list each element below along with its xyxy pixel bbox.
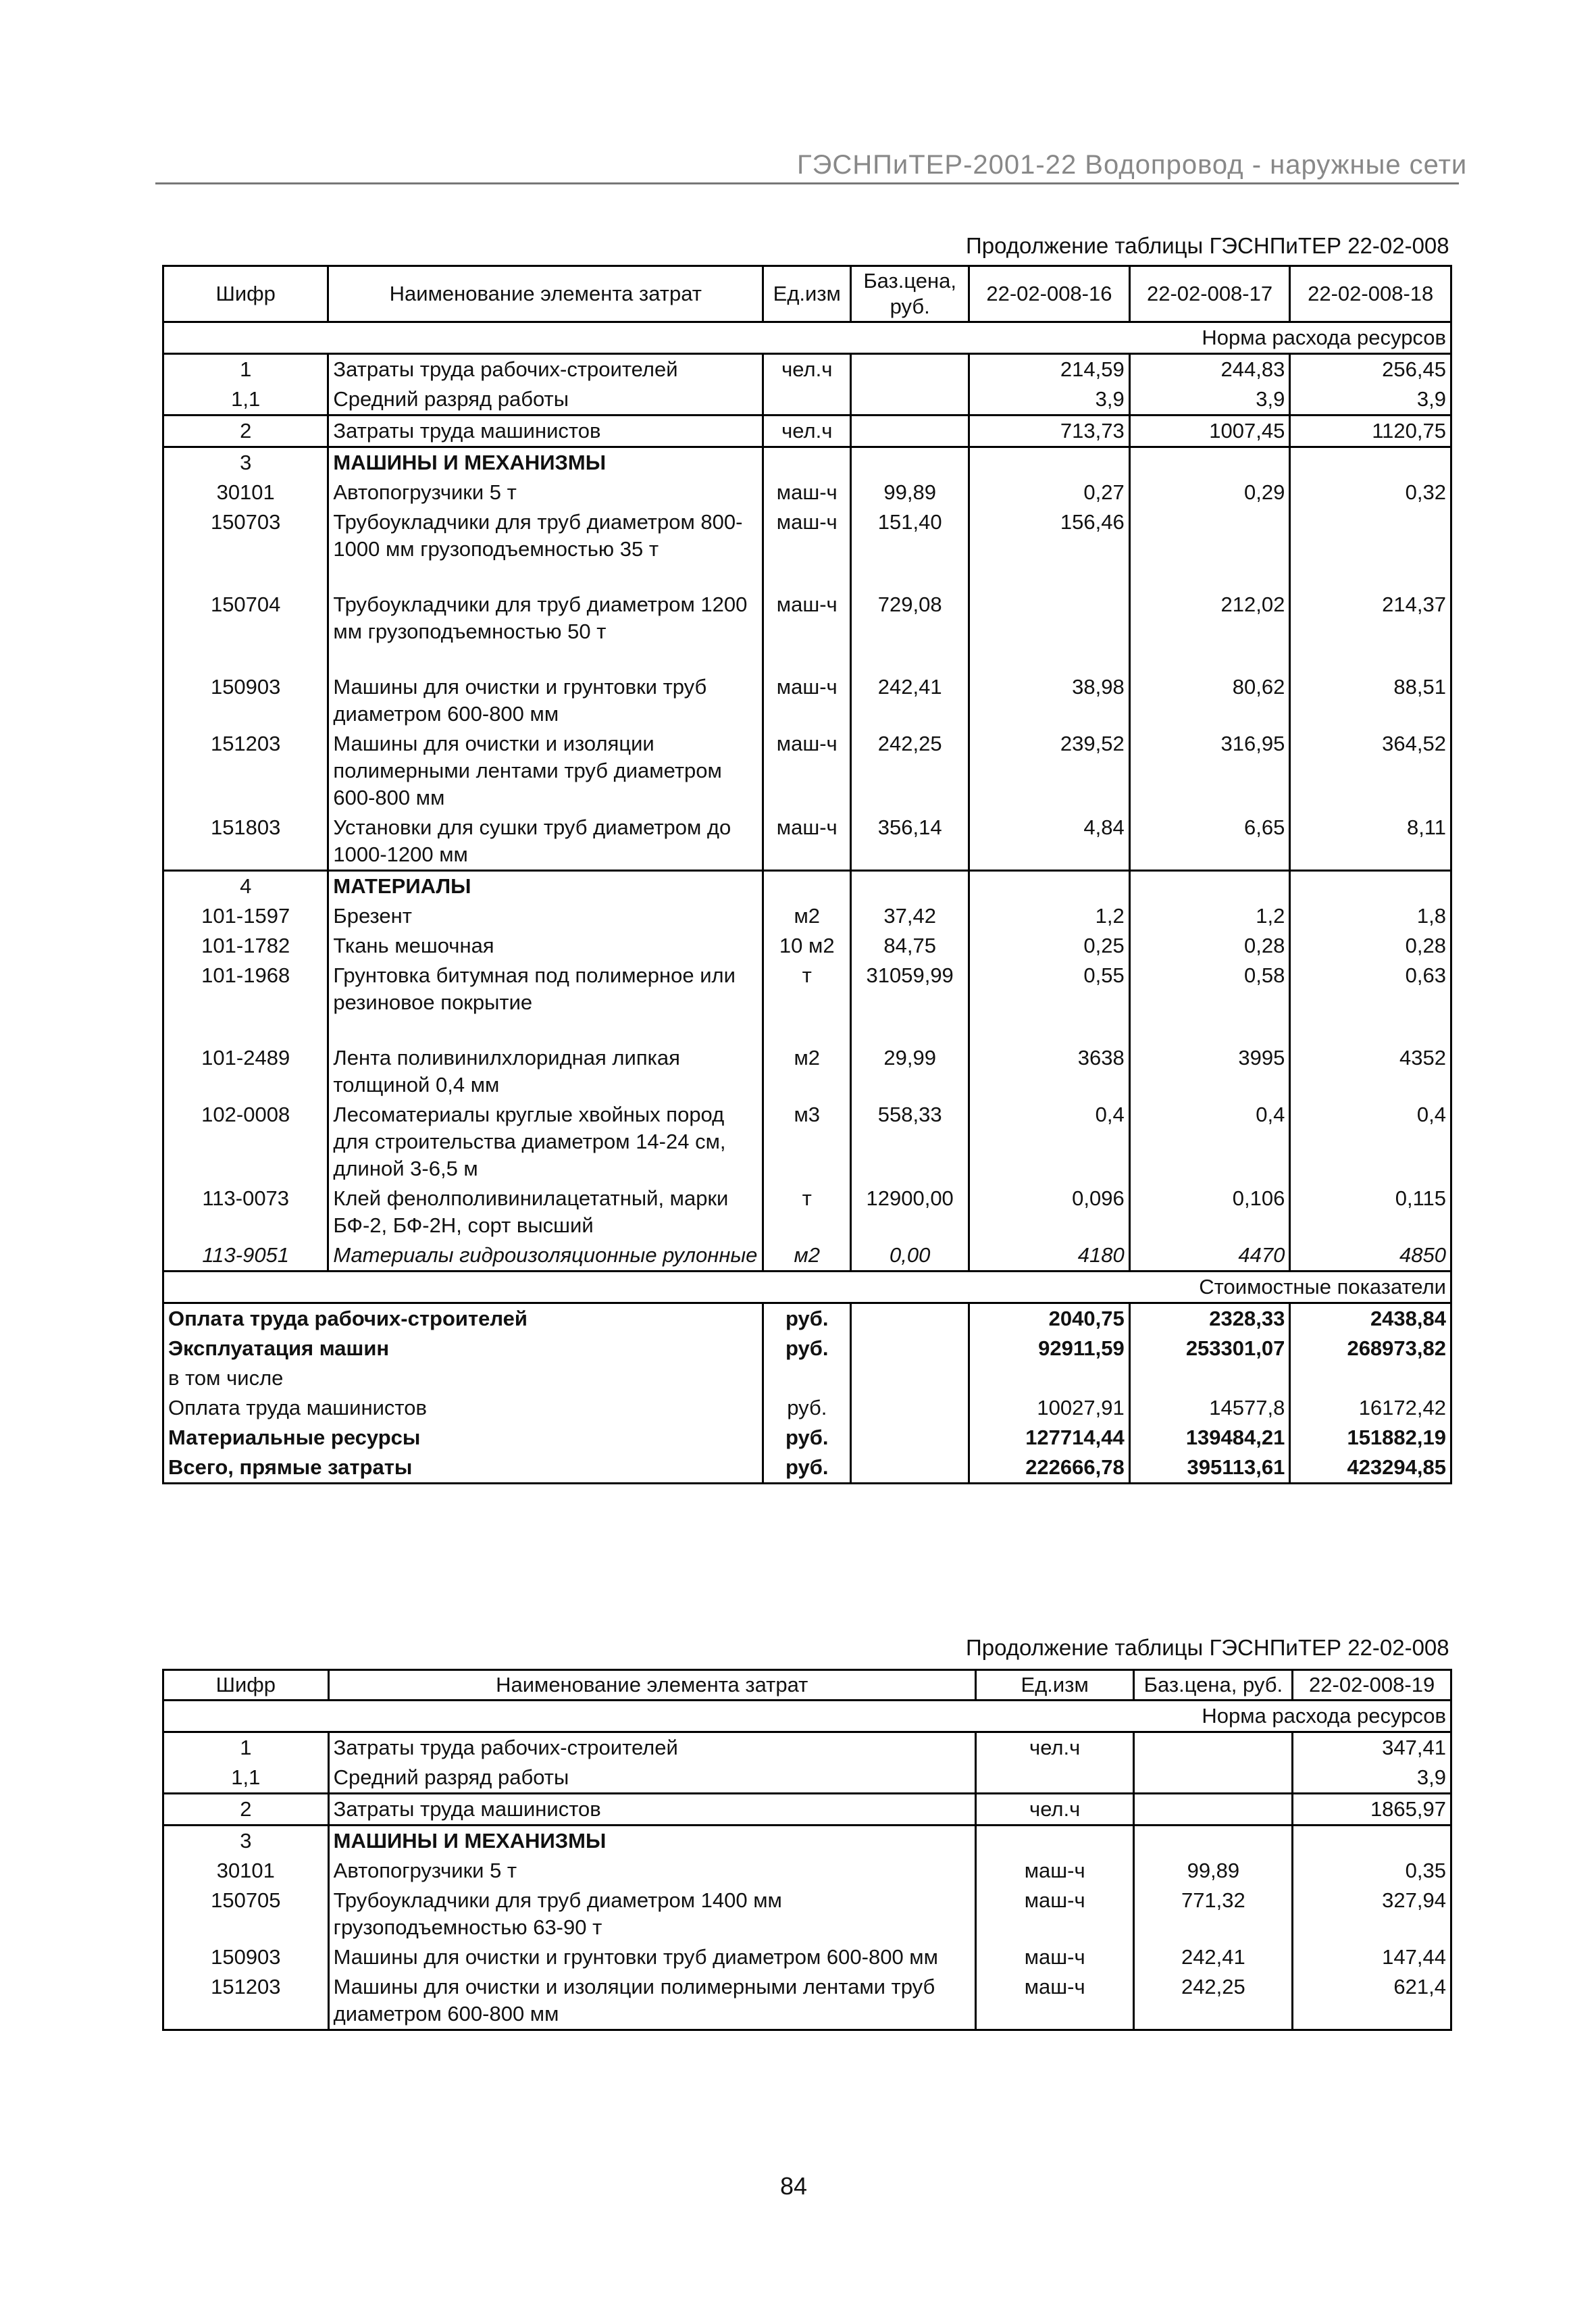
row-value-16: 713,73 [969, 416, 1130, 447]
cost-name: Оплата труда машинистов [163, 1393, 763, 1423]
row-name: Средний разряд работы [328, 1763, 975, 1794]
row-name: Лента поливинилхлоридная липкая толщиной 0,4 мм [328, 1043, 763, 1100]
row-name: Материалы гидроизоляционные рулонные [328, 1240, 763, 1272]
row-code: 150903 [163, 672, 328, 729]
row-value-19: 1865,97 [1293, 1794, 1451, 1826]
row-unit: маш-ч [763, 590, 851, 672]
table-row [163, 507, 1451, 590]
row-value-17: 0,58 [1129, 961, 1290, 1043]
cost-value-16 [969, 1363, 1130, 1393]
row-price [851, 447, 969, 478]
row-value-17: 0,28 [1129, 931, 1290, 961]
row-code: 150704 [163, 590, 328, 672]
col-unit-header: Ед.изм [975, 1670, 1134, 1701]
header-rule [155, 182, 1459, 184]
row-value-18: 4850 [1290, 1240, 1451, 1272]
row-name: Машины для очистки и грунтовки труб диаметром 600-800 мм [328, 672, 763, 729]
row-code: 1 [163, 1732, 329, 1763]
cost-value-17: 395113,61 [1129, 1453, 1290, 1484]
table-row [163, 931, 1451, 961]
row-price: 29,99 [851, 1043, 969, 1100]
cost-value-18: 16172,42 [1290, 1393, 1451, 1423]
table2-caption: Продолжение таблицы ГЭСНПиТЕР 22-02-008 [966, 1635, 1449, 1660]
resource-table-2 [162, 1669, 1452, 2031]
row-code: 102-0008 [163, 1100, 328, 1184]
cost-price [851, 1363, 969, 1393]
row-value-17: 80,62 [1129, 672, 1290, 729]
row-code: 3 [163, 447, 328, 478]
row-unit [763, 447, 851, 478]
table-row [163, 961, 1451, 1043]
norma-row [163, 322, 1451, 354]
row-unit: м2 [763, 1240, 851, 1272]
col-name-header: Наименование элемента затрат [328, 1670, 975, 1701]
cost-value-16: 10027,91 [969, 1393, 1130, 1423]
row-price: 558,33 [851, 1100, 969, 1184]
table-row [163, 416, 1451, 447]
table-row [163, 901, 1451, 931]
row-value-18: 8,11 [1290, 813, 1451, 871]
row-price: 0,00 [851, 1240, 969, 1272]
col-19-header: 22-02-008-19 [1293, 1670, 1451, 1701]
cost-row [163, 1334, 1451, 1363]
cost-value-16: 2040,75 [969, 1303, 1130, 1334]
table-row [163, 1794, 1451, 1826]
row-value-16: 214,59 [969, 354, 1130, 385]
row-unit: маш-ч [763, 672, 851, 729]
row-value-18 [1290, 447, 1451, 478]
row-value-16: 239,52 [969, 729, 1130, 813]
col-name-header: Наименование элемента затрат [328, 266, 763, 322]
cost-name: Эксплуатация машин [163, 1334, 763, 1363]
row-price: 242,41 [1134, 1942, 1293, 1972]
row-unit: маш-ч [763, 813, 851, 871]
row-value-17: 212,02 [1129, 590, 1290, 672]
row-unit: т [763, 961, 851, 1043]
cost-value-16: 92911,59 [969, 1334, 1130, 1363]
row-code: 113-9051 [163, 1240, 328, 1272]
row-value-17: 1007,45 [1129, 416, 1290, 447]
row-name: Ткань мешочная [328, 931, 763, 961]
row-price [1134, 1763, 1293, 1794]
cost-value-18: 268973,82 [1290, 1334, 1451, 1363]
cost-unit: руб. [763, 1334, 851, 1363]
row-value-16: 38,98 [969, 672, 1130, 729]
col-code-header: Шифр [163, 1670, 329, 1701]
table1-body [163, 354, 1451, 1272]
cost-value-17 [1129, 1363, 1290, 1393]
cost-unit: руб. [763, 1423, 851, 1453]
table-row [163, 1100, 1451, 1184]
row-name: Автопогрузчики 5 т [328, 478, 763, 507]
row-value-16: 0,4 [969, 1100, 1130, 1184]
table-row [163, 1732, 1451, 1763]
table1-cost-body [163, 1303, 1451, 1484]
row-value-17: 4470 [1129, 1240, 1290, 1272]
row-value-19: 0,35 [1293, 1856, 1451, 1886]
row-value-17: 1,2 [1129, 901, 1290, 931]
row-value-18: 256,45 [1290, 354, 1451, 385]
table-row [163, 478, 1451, 507]
row-code: 113-0073 [163, 1184, 328, 1240]
row-code: 150703 [163, 507, 328, 590]
row-value-17: 0,4 [1129, 1100, 1290, 1184]
table1-header-row [163, 266, 1451, 322]
table-row [163, 672, 1451, 729]
row-name: Брезент [328, 901, 763, 931]
cost-price [851, 1393, 969, 1423]
cost-price [851, 1303, 969, 1334]
row-value-16: 3638 [969, 1043, 1130, 1100]
row-value-18: 88,51 [1290, 672, 1451, 729]
row-value-16: 3,9 [969, 384, 1130, 416]
row-unit: чел.ч [763, 416, 851, 447]
table-row [163, 354, 1451, 385]
row-price: 242,41 [851, 672, 969, 729]
resource-table-1 [162, 265, 1452, 1484]
row-value-16 [969, 590, 1130, 672]
cost-value-18 [1290, 1363, 1451, 1393]
row-unit: м2 [763, 901, 851, 931]
row-value-18: 1120,75 [1290, 416, 1451, 447]
row-name: Лесоматериалы круглые хвойных пород для строительства диаметром 14-24 см, длиной 3-6,5 м [328, 1100, 763, 1184]
table-row [163, 729, 1451, 813]
row-value-18: 0,32 [1290, 478, 1451, 507]
table-row [163, 1240, 1451, 1272]
col-price-header: Баз.цена, руб. [851, 266, 969, 322]
row-code: 101-1597 [163, 901, 328, 931]
norma-label: Норма расхода ресурсов [163, 1701, 1451, 1732]
row-value-16: 0,55 [969, 961, 1130, 1043]
row-price [1134, 1794, 1293, 1826]
col-16-header: 22-02-008-16 [969, 266, 1130, 322]
row-name: Средний разряд работы [328, 384, 763, 416]
row-code: 151203 [163, 729, 328, 813]
cost-value-17: 139484,21 [1129, 1423, 1290, 1453]
row-value-16: 156,46 [969, 507, 1130, 590]
row-code: 2 [163, 416, 328, 447]
row-code: 151803 [163, 813, 328, 871]
row-code: 1 [163, 354, 328, 385]
cost-value-18: 2438,84 [1290, 1303, 1451, 1334]
table-row [163, 871, 1451, 902]
row-value-18: 4352 [1290, 1043, 1451, 1100]
norma-row [163, 1701, 1451, 1732]
row-value-18: 364,52 [1290, 729, 1451, 813]
row-code: 101-1968 [163, 961, 328, 1043]
row-price [1134, 1732, 1293, 1763]
row-value-17: 3,9 [1129, 384, 1290, 416]
row-value-18: 0,4 [1290, 1100, 1451, 1184]
cost-price [851, 1334, 969, 1363]
row-name: Трубоукладчики для труб диаметром 1200 мм грузоподъемностью 50 т [328, 590, 763, 672]
cost-row [163, 1423, 1451, 1453]
row-value-16: 4180 [969, 1240, 1130, 1272]
row-value-17 [1129, 447, 1290, 478]
cost-unit: руб. [763, 1393, 851, 1423]
row-unit: 10 м2 [763, 931, 851, 961]
row-value-17: 0,29 [1129, 478, 1290, 507]
row-price: 356,14 [851, 813, 969, 871]
row-value-17 [1129, 507, 1290, 590]
table-row [163, 813, 1451, 871]
row-code: 101-1782 [163, 931, 328, 961]
col-unit-header: Ед.изм [763, 266, 851, 322]
row-name: МАТЕРИАЛЫ [328, 871, 763, 902]
row-name: Клей фенолполивинилацетатный, марки БФ-2, БФ-2Н, сорт высший [328, 1184, 763, 1240]
row-value-18 [1290, 507, 1451, 590]
row-unit: чел.ч [975, 1732, 1134, 1763]
table-row [163, 1942, 1451, 1972]
cost-price [851, 1423, 969, 1453]
norma-label: Норма расхода ресурсов [163, 322, 1451, 354]
row-value-16 [969, 871, 1130, 902]
table-row [163, 1826, 1451, 1857]
table-row [163, 1763, 1451, 1794]
cost-name: в том числе [163, 1363, 763, 1393]
row-unit [763, 384, 851, 416]
row-unit: маш-ч [975, 1886, 1134, 1942]
row-value-18: 3,9 [1290, 384, 1451, 416]
row-value-16: 1,2 [969, 901, 1130, 931]
row-value-18: 1,8 [1290, 901, 1451, 931]
row-value-18: 214,37 [1290, 590, 1451, 672]
table1-caption: Продолжение таблицы ГЭСНПиТЕР 22-02-008 [966, 233, 1449, 258]
cost-row [163, 1453, 1451, 1484]
row-price: 151,40 [851, 507, 969, 590]
row-code: 30101 [163, 1856, 329, 1886]
row-name: МАШИНЫ И МЕХАНИЗМЫ [328, 1826, 975, 1857]
row-unit: м2 [763, 1043, 851, 1100]
row-unit: м3 [763, 1100, 851, 1184]
row-name: Затраты труда машинистов [328, 1794, 975, 1826]
row-price [851, 384, 969, 416]
row-value-19: 147,44 [1293, 1942, 1451, 1972]
table-row [163, 1886, 1451, 1942]
row-code: 150903 [163, 1942, 329, 1972]
cost-label-row [163, 1272, 1451, 1303]
col-code-header: Шифр [163, 266, 328, 322]
row-unit: маш-ч [763, 507, 851, 590]
cost-row [163, 1393, 1451, 1423]
page-number: 84 [780, 2172, 808, 2200]
row-value-18: 0,28 [1290, 931, 1451, 961]
row-unit: чел.ч [975, 1794, 1134, 1826]
cost-value-17: 253301,07 [1129, 1334, 1290, 1363]
row-value-19: 347,41 [1293, 1732, 1451, 1763]
row-value-18 [1290, 871, 1451, 902]
row-price: 31059,99 [851, 961, 969, 1043]
row-value-17: 316,95 [1129, 729, 1290, 813]
row-name: Машины для очистки и изоляции полимерными лентами труб диаметром 600-800 мм [328, 729, 763, 813]
row-value-16: 0,27 [969, 478, 1130, 507]
col-price-header: Баз.цена, руб. [1134, 1670, 1293, 1701]
row-name: Затраты труда рабочих-строителей [328, 1732, 975, 1763]
row-price [851, 416, 969, 447]
row-unit: чел.ч [763, 354, 851, 385]
cost-label: Стоимостные показатели [163, 1272, 1451, 1303]
row-unit: маш-ч [763, 729, 851, 813]
row-code: 1,1 [163, 1763, 329, 1794]
row-code: 2 [163, 1794, 329, 1826]
cost-name: Материальные ресурсы [163, 1423, 763, 1453]
row-price [1134, 1826, 1293, 1857]
row-value-19 [1293, 1826, 1451, 1857]
cost-value-17: 14577,8 [1129, 1393, 1290, 1423]
table-row [163, 1184, 1451, 1240]
row-name: Автопогрузчики 5 т [328, 1856, 975, 1886]
row-code: 3 [163, 1826, 329, 1857]
row-name: МАШИНЫ И МЕХАНИЗМЫ [328, 447, 763, 478]
row-value-16: 0,096 [969, 1184, 1130, 1240]
row-unit: маш-ч [975, 1856, 1134, 1886]
row-name: Затраты труда рабочих-строителей [328, 354, 763, 385]
row-name: Затраты труда машинистов [328, 416, 763, 447]
row-value-19: 3,9 [1293, 1763, 1451, 1794]
cost-value-18: 151882,19 [1290, 1423, 1451, 1453]
table-row [163, 1972, 1451, 2030]
row-price: 242,25 [1134, 1972, 1293, 2030]
table2-header-row [163, 1670, 1451, 1701]
table-row [163, 1856, 1451, 1886]
col-18-header: 22-02-008-18 [1290, 266, 1451, 322]
row-value-17: 6,65 [1129, 813, 1290, 871]
row-name: Машины для очистки и грунтовки труб диаметром 600-800 мм [328, 1942, 975, 1972]
cost-price [851, 1453, 969, 1484]
row-name: Установки для сушки труб диаметром до 1000-1200 мм [328, 813, 763, 871]
cost-row [163, 1363, 1451, 1393]
row-price [851, 871, 969, 902]
cost-value-16: 127714,44 [969, 1423, 1130, 1453]
row-code: 101-2489 [163, 1043, 328, 1100]
row-name: Машины для очистки и изоляции полимерными лентами труб диаметром 600-800 мм [328, 1972, 975, 2030]
row-unit: маш-ч [763, 478, 851, 507]
row-value-16: 4,84 [969, 813, 1130, 871]
running-header: ГЭСНПиТЕР-2001-22 Водопровод - наружные сети [797, 150, 1468, 180]
row-unit: т [763, 1184, 851, 1240]
cost-name: Всего, прямые затраты [163, 1453, 763, 1484]
row-value-18: 0,115 [1290, 1184, 1451, 1240]
row-value-17: 3995 [1129, 1043, 1290, 1100]
row-price: 729,08 [851, 590, 969, 672]
table-row [163, 384, 1451, 416]
row-value-18: 0,63 [1290, 961, 1451, 1043]
row-code: 150705 [163, 1886, 329, 1942]
cost-value-16: 222666,78 [969, 1453, 1130, 1484]
cost-unit [763, 1363, 851, 1393]
row-code: 30101 [163, 478, 328, 507]
row-unit [763, 871, 851, 902]
cost-unit: руб. [763, 1453, 851, 1484]
table-row [163, 447, 1451, 478]
row-name: Грунтовка битумная под полимерное или резиновое покрытие [328, 961, 763, 1043]
row-price: 99,89 [1134, 1856, 1293, 1886]
row-price: 99,89 [851, 478, 969, 507]
row-price: 12900,00 [851, 1184, 969, 1240]
table2-body [163, 1732, 1451, 2030]
cost-unit: руб. [763, 1303, 851, 1334]
row-unit: маш-ч [975, 1942, 1134, 1972]
cost-name: Оплата труда рабочих-строителей [163, 1303, 763, 1334]
table-row [163, 590, 1451, 672]
row-code: 4 [163, 871, 328, 902]
row-value-19: 327,94 [1293, 1886, 1451, 1942]
row-price: 84,75 [851, 931, 969, 961]
row-price [851, 354, 969, 385]
row-code: 1,1 [163, 384, 328, 416]
cost-value-17: 2328,33 [1129, 1303, 1290, 1334]
col-17-header: 22-02-008-17 [1129, 266, 1290, 322]
cost-row [163, 1303, 1451, 1334]
cost-value-18: 423294,85 [1290, 1453, 1451, 1484]
row-price: 771,32 [1134, 1886, 1293, 1942]
row-name: Трубоукладчики для труб диаметром 800-1000 мм грузоподъемностью 35 т [328, 507, 763, 590]
row-value-17: 244,83 [1129, 354, 1290, 385]
row-value-17 [1129, 871, 1290, 902]
row-value-16 [969, 447, 1130, 478]
row-price: 242,25 [851, 729, 969, 813]
row-code: 151203 [163, 1972, 329, 2030]
row-unit: маш-ч [975, 1972, 1134, 2030]
row-value-16: 0,25 [969, 931, 1130, 961]
row-value-19: 621,4 [1293, 1972, 1451, 2030]
row-name: Трубоукладчики для труб диаметром 1400 мм грузоподъемностью 63-90 т [328, 1886, 975, 1942]
row-unit [975, 1826, 1134, 1857]
row-price: 37,42 [851, 901, 969, 931]
row-value-17: 0,106 [1129, 1184, 1290, 1240]
row-unit [975, 1763, 1134, 1794]
table-row [163, 1043, 1451, 1100]
